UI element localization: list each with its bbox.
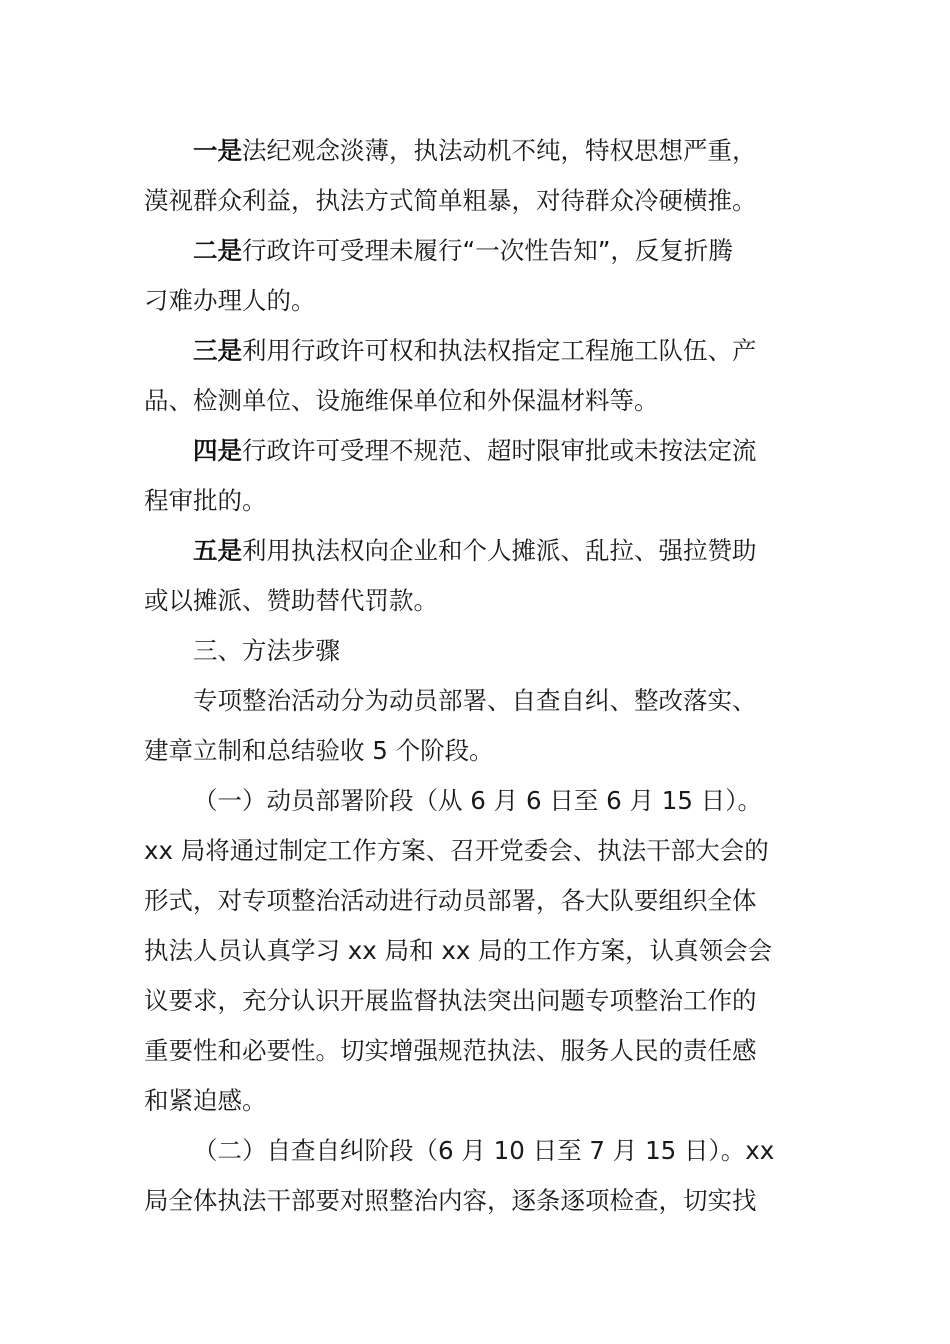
paragraph-four <box>144 426 796 526</box>
paragraph-text: 行政许可受理未履行“一次性告知”，反复折腾 刁难办理人的。 <box>144 236 733 315</box>
section-heading <box>144 626 796 676</box>
paragraph-text: 三、方法步骤 <box>193 636 340 665</box>
paragraph-two <box>144 226 796 326</box>
paragraph-text: 专项整治活动分为动员部署、自查自纠、整改落实、 建章立制和总结验收 5 个阶段。 <box>144 686 757 765</box>
paragraph-text: （二）自查自纠阶段（6 月 10 日至 7 月 15 日）。xx 局全体执法干部要对照整治内容，逐条逐项检查，切实找 <box>144 1136 775 1215</box>
paragraph-lead: 五是 <box>193 536 242 565</box>
paragraph-five <box>144 526 796 626</box>
paragraph-text: （一）动员部署阶段（从 6 月 6 日至 6 月 15 日）。 xx 局将通过制定工作方案、召开党委会、执法干部大会的 形式，对专项整治活动进行动员部署，各大队要组织全体 执法人员认真学习 xx 局和 xx 局的工作方案，认真领会会 议要求，充分认识开展监督执法突出问题专项整治工作的 重要性和必要性。切实增强规范执法、服务人民的责任感 和紧迫感。 <box>144 786 773 1115</box>
paragraph-text: 行政许可受理不规范、超时限审批或未按法定流 程审批的。 <box>144 436 757 515</box>
paragraph-lead: 三是 <box>193 336 242 365</box>
paragraph-text: 利用执法权向企业和个人摊派、乱拉、强拉赞助 或以摊派、赞助替代罚款。 <box>144 536 757 615</box>
document-body <box>144 126 796 1226</box>
paragraph-lead: 四是 <box>193 436 242 465</box>
paragraph-phase-two <box>144 1126 796 1226</box>
paragraph-text: 利用行政许可权和执法权指定工程施工队伍、产 品、检测单位、设施维保单位和外保温材料等。 <box>144 336 757 415</box>
paragraph-lead: 一是 <box>193 136 242 165</box>
paragraph-overview <box>144 676 796 776</box>
paragraph-lead: 二是 <box>193 236 242 265</box>
paragraph-text: 法纪观念淡薄，执法动机不纯，特权思想严重， 漠视群众利益，执法方式简单粗暴，对待群众冷硬横推。 <box>144 136 757 215</box>
paragraph-three <box>144 326 796 426</box>
paragraph-phase-one <box>144 776 796 1126</box>
paragraph-one <box>144 126 796 226</box>
